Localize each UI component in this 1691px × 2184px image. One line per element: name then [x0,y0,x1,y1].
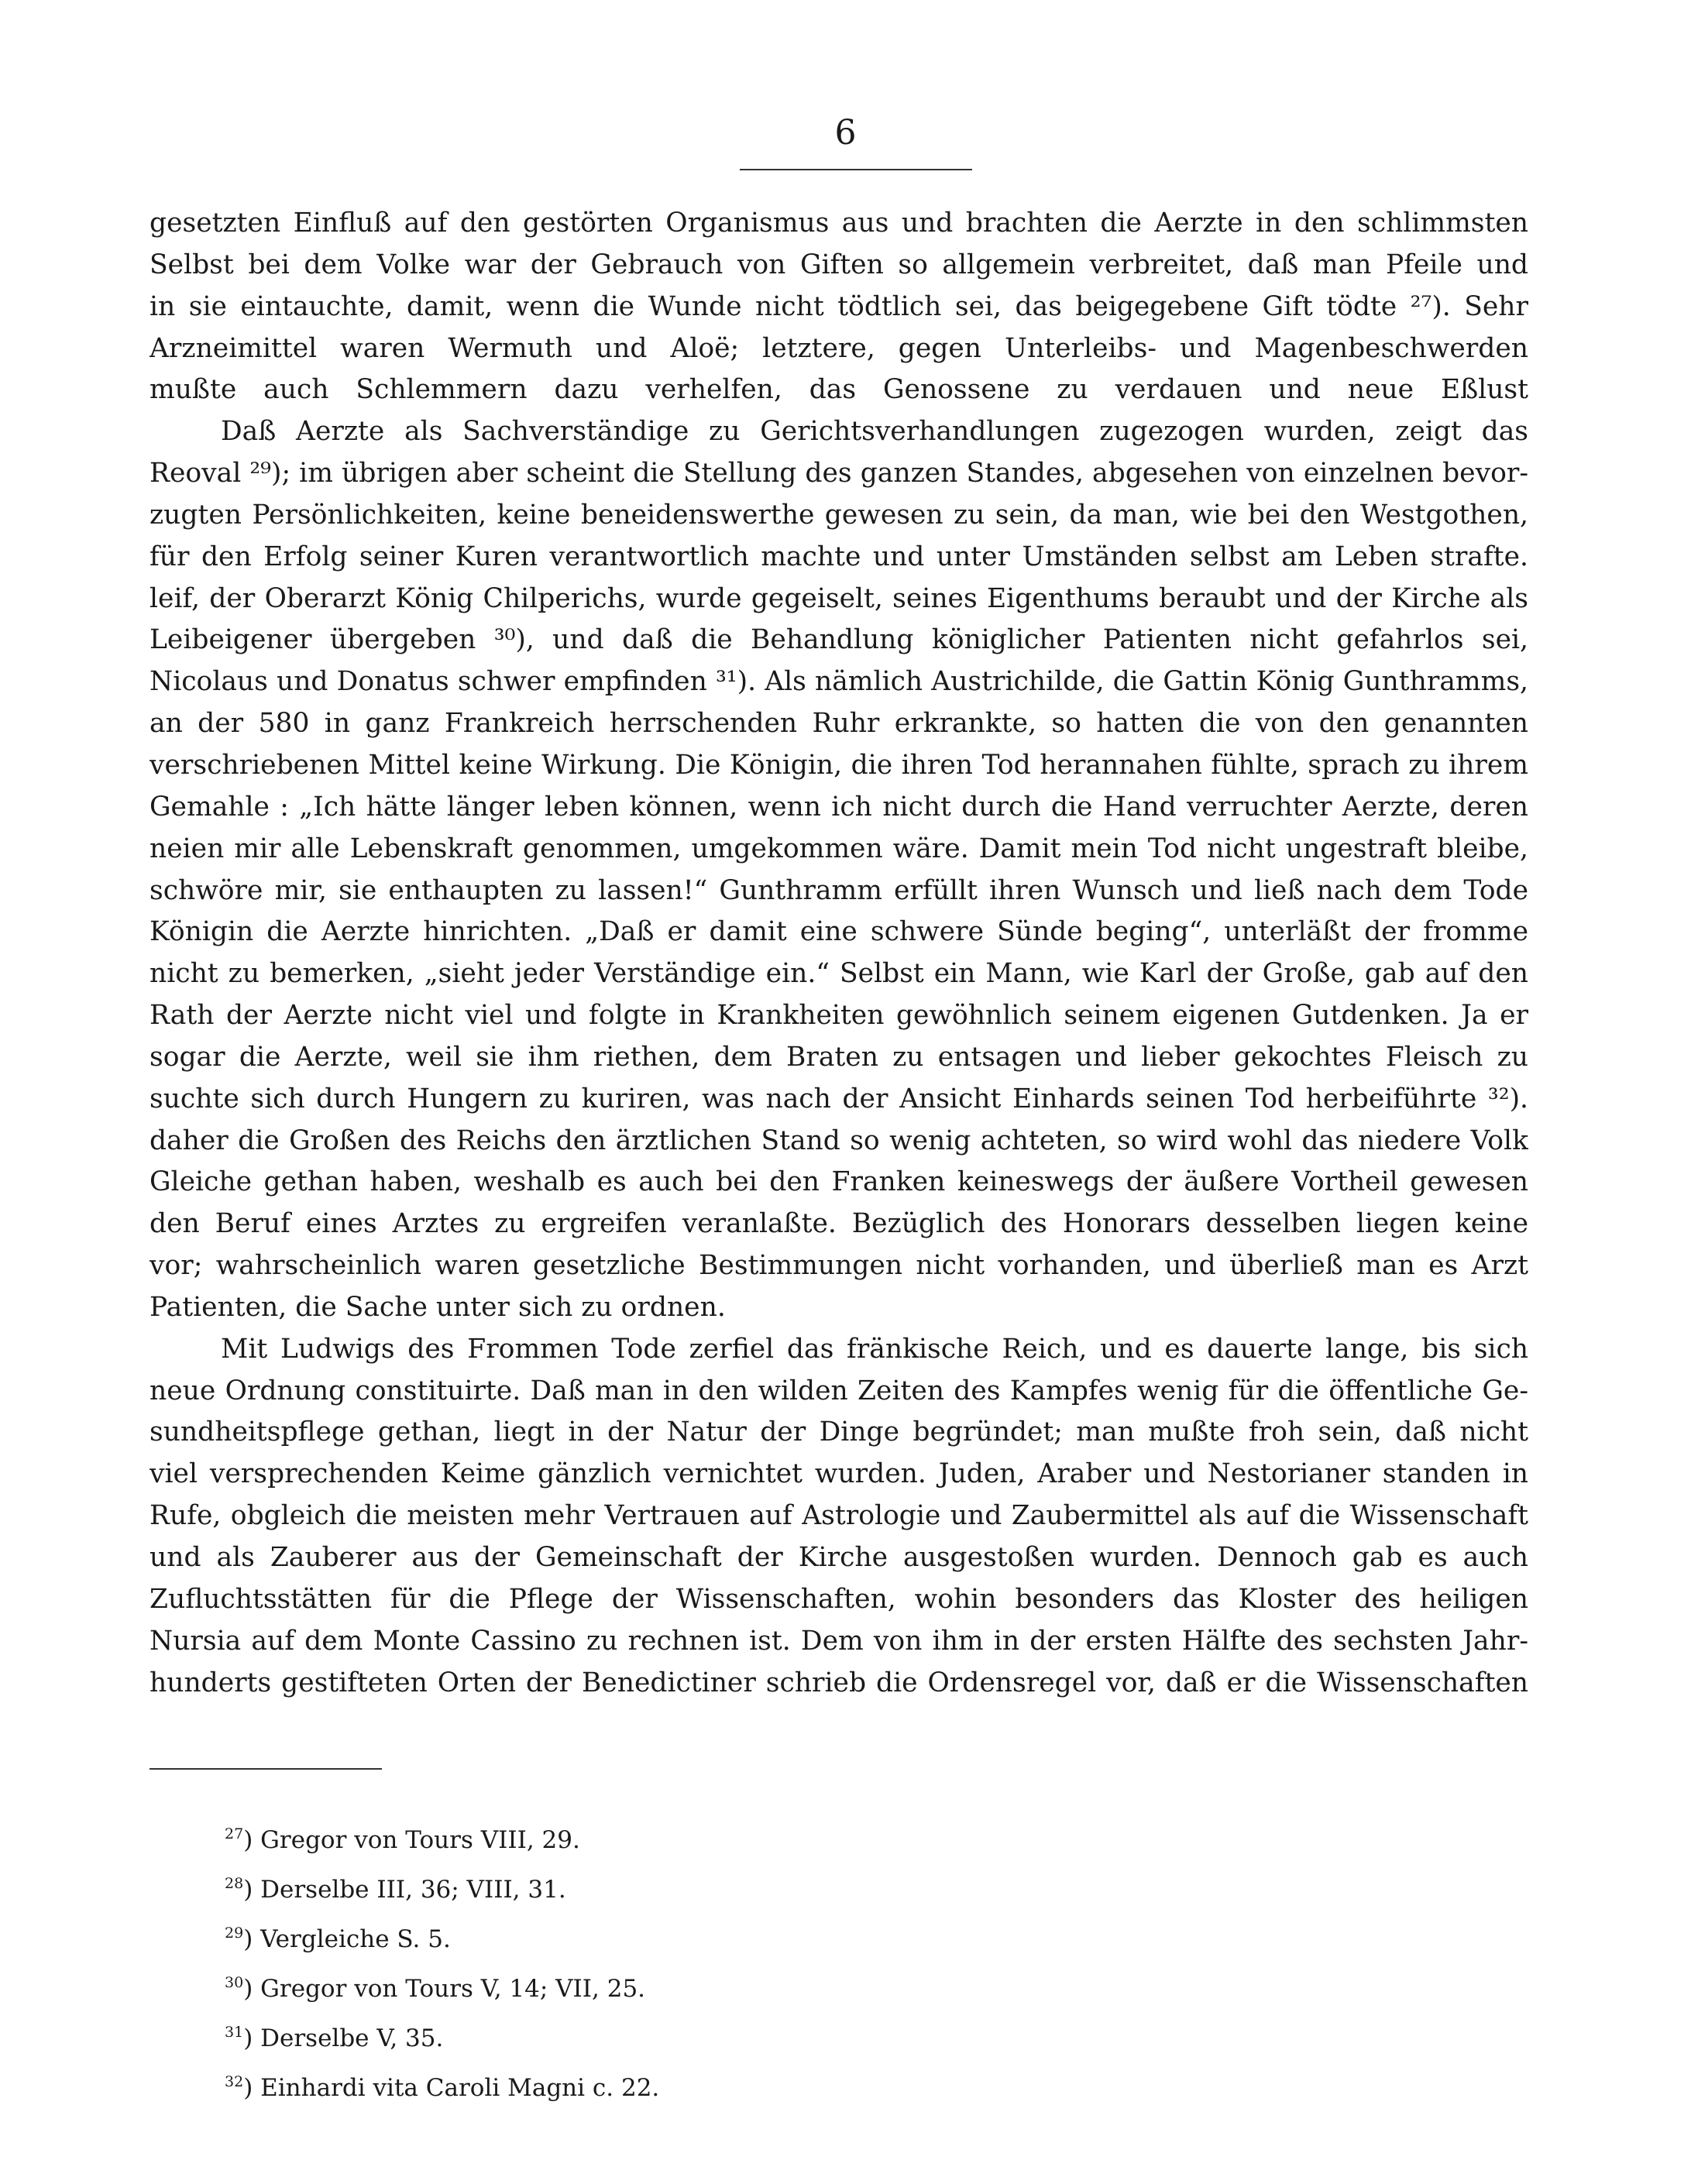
text-line: für den Erfolg seiner Kuren verantwortlich machte und unter Umständen selbst am Leben strafte. [150,541,1528,572]
text-line: Patienten, die Sache unter sich zu ordnen. [150,1291,726,1323]
page-number: 6 [834,113,857,153]
footnote-text: Vergleiche S. 5. [260,1925,451,1953]
footnote-number: 27 [225,1825,244,1842]
footnote-number: 30 [225,1974,244,1991]
text-line: Nursia auf dem Monte Cassino zu rechnen ist. Dem von ihm in der ersten Hälfte des sechsten Jahr- [150,1625,1528,1657]
footnote: $^{31}$) Derselbe V, 35. [225,2024,444,2052]
body-text [150,203,1528,1704]
footnote-text: Einhardi vita Caroli Magni c. 22. [260,2074,660,2102]
text-line: zugten Persönlichkeiten, keine beneidenswerthe gewesen zu sein, da man, wie bei den Westgothen, [150,499,1528,531]
footnote-text: Derselbe V, 35. [260,2024,444,2052]
footnote-text: Derselbe III, 36; VIII, 31. [260,1876,566,1904]
text-line: an der 580 in ganz Frankreich herrschenden Ruhr erkrankte, so hatten die von den genannten [150,708,1528,740]
text-line: in sie eintauchte, damit, wenn die Wunde nicht tödtlich sei, das beigegebene Gift tödte ²⁷). Sehr [150,290,1528,322]
text-line: Arzneimittel waren Wermuth und Aloë; letztere, gegen Unterleibs- und Magenbeschwerden [150,332,1528,364]
text-line: nicht zu bemerken, „sieht jeder Verständige ein.“ Selbst ein Mann, wie Karl der Große, gab auf den [150,958,1528,990]
text-line: neue Ordnung constituirte. Daß man in den wilden Zeiten des Kampfes wenig für die öffentliche Ge- [150,1375,1528,1406]
text-line: Gleiche gethan haben, weshalb es auch bei den Franken keineswegs der äußere Vortheil gewesen [150,1166,1528,1198]
text-line: verschriebenen Mittel keine Wirkung. Die Königin, die ihren Tod herannahen fühlte, sprach zu ihrem [150,749,1528,781]
text-line: suchte sich durch Hungern zu kuriren, was nach der Ansicht Einhards seinen Tod herbeiführte ³²). [150,1083,1528,1114]
text-line: daher die Großen des Reichs den ärztlichen Stand so wenig achteten, so wird wohl das niedere Volk [150,1125,1528,1156]
text-line: schwöre mir, sie enthaupten zu lassen!“ Gunthramm erfüllt ihren Wunsch und ließ nach dem Tode [150,874,1528,906]
text-line: vor; wahrscheinlich waren gesetzliche Bestimmungen nicht vorhanden, und überließ man es Arzt [150,1250,1528,1282]
text-line: Rath der Aerzte nicht viel und folgte in Krankheiten gewöhnlich seinem eigenen Gutdenken. Ja er [150,1000,1528,1032]
text-line: hunderts gestifteten Orten der Benedictiner schrieb die Ordensregel vor, daß er die Wissenschaften [150,1667,1528,1698]
text-line: Selbst bei dem Volke war der Gebrauch von Giften so allgemein verbreitet, daß man Pfeile und [150,249,1528,280]
footnote-number: 28 [225,1875,244,1892]
text-line: Reoval ²⁹); im übrigen aber scheint die Stellung des ganzen Standes, abgesehen von einzelnen bevor- [150,458,1528,489]
text-line: Rufe, obgleich die meisten mehr Vertrauen auf Astrologie und Zaubermittel als auf die Wissenschaft [150,1500,1528,1532]
text-line: Zufluchtsstätten für die Pflege der Wissenschaften, wohin besonders das Kloster des heiligen [150,1583,1528,1615]
footnote: $^{30}$) Gregor von Tours V, 14; VII, 25. [225,1974,646,2003]
footnote: $^{32}$) Einhardi vita Caroli Magni c. 22. [225,2073,660,2102]
footnote-text: Gregor von Tours V, 14; VII, 25. [260,1975,646,2003]
text-line: neien mir alle Lebenskraft genommen, umgekommen wäre. Damit mein Tod nicht ungestraft bleibe, [150,833,1528,864]
text-line: Nicolaus und Donatus schwer empfinden ³¹). Als nämlich Austrichilde, die Gattin König Gunthramms, [150,666,1528,698]
footnotes [225,1812,1309,2110]
text-line: sogar die Aerzte, weil sie ihm riethen, dem Braten zu entsagen und lieber gekochtes Fleisch zu [150,1041,1528,1073]
text-line: mußte auch Schlemmern dazu verhelfen, das Genossene zu verdauen und neue Eßlust [150,374,1528,406]
text-line: Königin die Aerzte hinrichten. „Daß er damit eine schwere Sünde beging“, unterläßt der fromme [150,916,1528,948]
footnote-number: 31 [225,2024,244,2041]
footnote: $^{27}$) Gregor von Tours VIII, 29. [225,1825,580,1854]
text-line: sundheitspflege gethan, liegt in der Natur der Dinge begründet; man mußte froh sein, daß nicht [150,1417,1528,1448]
text-line: Leibeigener übergeben ³⁰), und daß die Behandlung königlicher Patienten nicht gefahrlos sei, [150,624,1528,656]
text-line: leif, der Oberarzt König Chilperichs, wurde gegeiselt, seines Eigenthums beraubt und der Kirche als [150,582,1528,614]
text-line: Daß Aerzte als Sachverständige zu Gerichtsverhandlungen zugezogen wurden, zeigt das [221,416,1528,448]
footnote-number: 29 [225,1925,244,1942]
footnote: $^{28}$) Derselbe III, 36; VIII, 31. [225,1875,566,1904]
footnote-rule [150,1768,382,1770]
footnote-text: Gregor von Tours VIII, 29. [260,1826,580,1854]
text-line: Gemahle : „Ich hätte länger leben können, wenn ich nicht durch die Hand verruchter Aerzte, deren [150,791,1528,822]
text-line: gesetzten Einfluß auf den gestörten Organismus aus und brachten die Aerzte in den schlimmsten [150,208,1528,239]
text-line: viel versprechenden Keime gänzlich vernichtet wurden. Juden, Araber und Nestorianer standen in [150,1458,1528,1490]
text-line: den Beruf eines Arztes zu ergreifen veranlaßte. Bezüglich des Honorars desselben liegen keine [150,1208,1528,1240]
header-rule [740,169,972,170]
text-line: Mit Ludwigs des Frommen Tode zerfiel das fränkische Reich, und es dauerte lange, bis sich [221,1333,1528,1365]
footnote-number: 32 [225,2073,244,2090]
text-line: und als Zauberer aus der Gemeinschaft der Kirche ausgestoßen wurden. Dennoch gab es auch [150,1542,1528,1573]
footnote: $^{29}$) Vergleiche S. 5. [225,1925,451,1953]
